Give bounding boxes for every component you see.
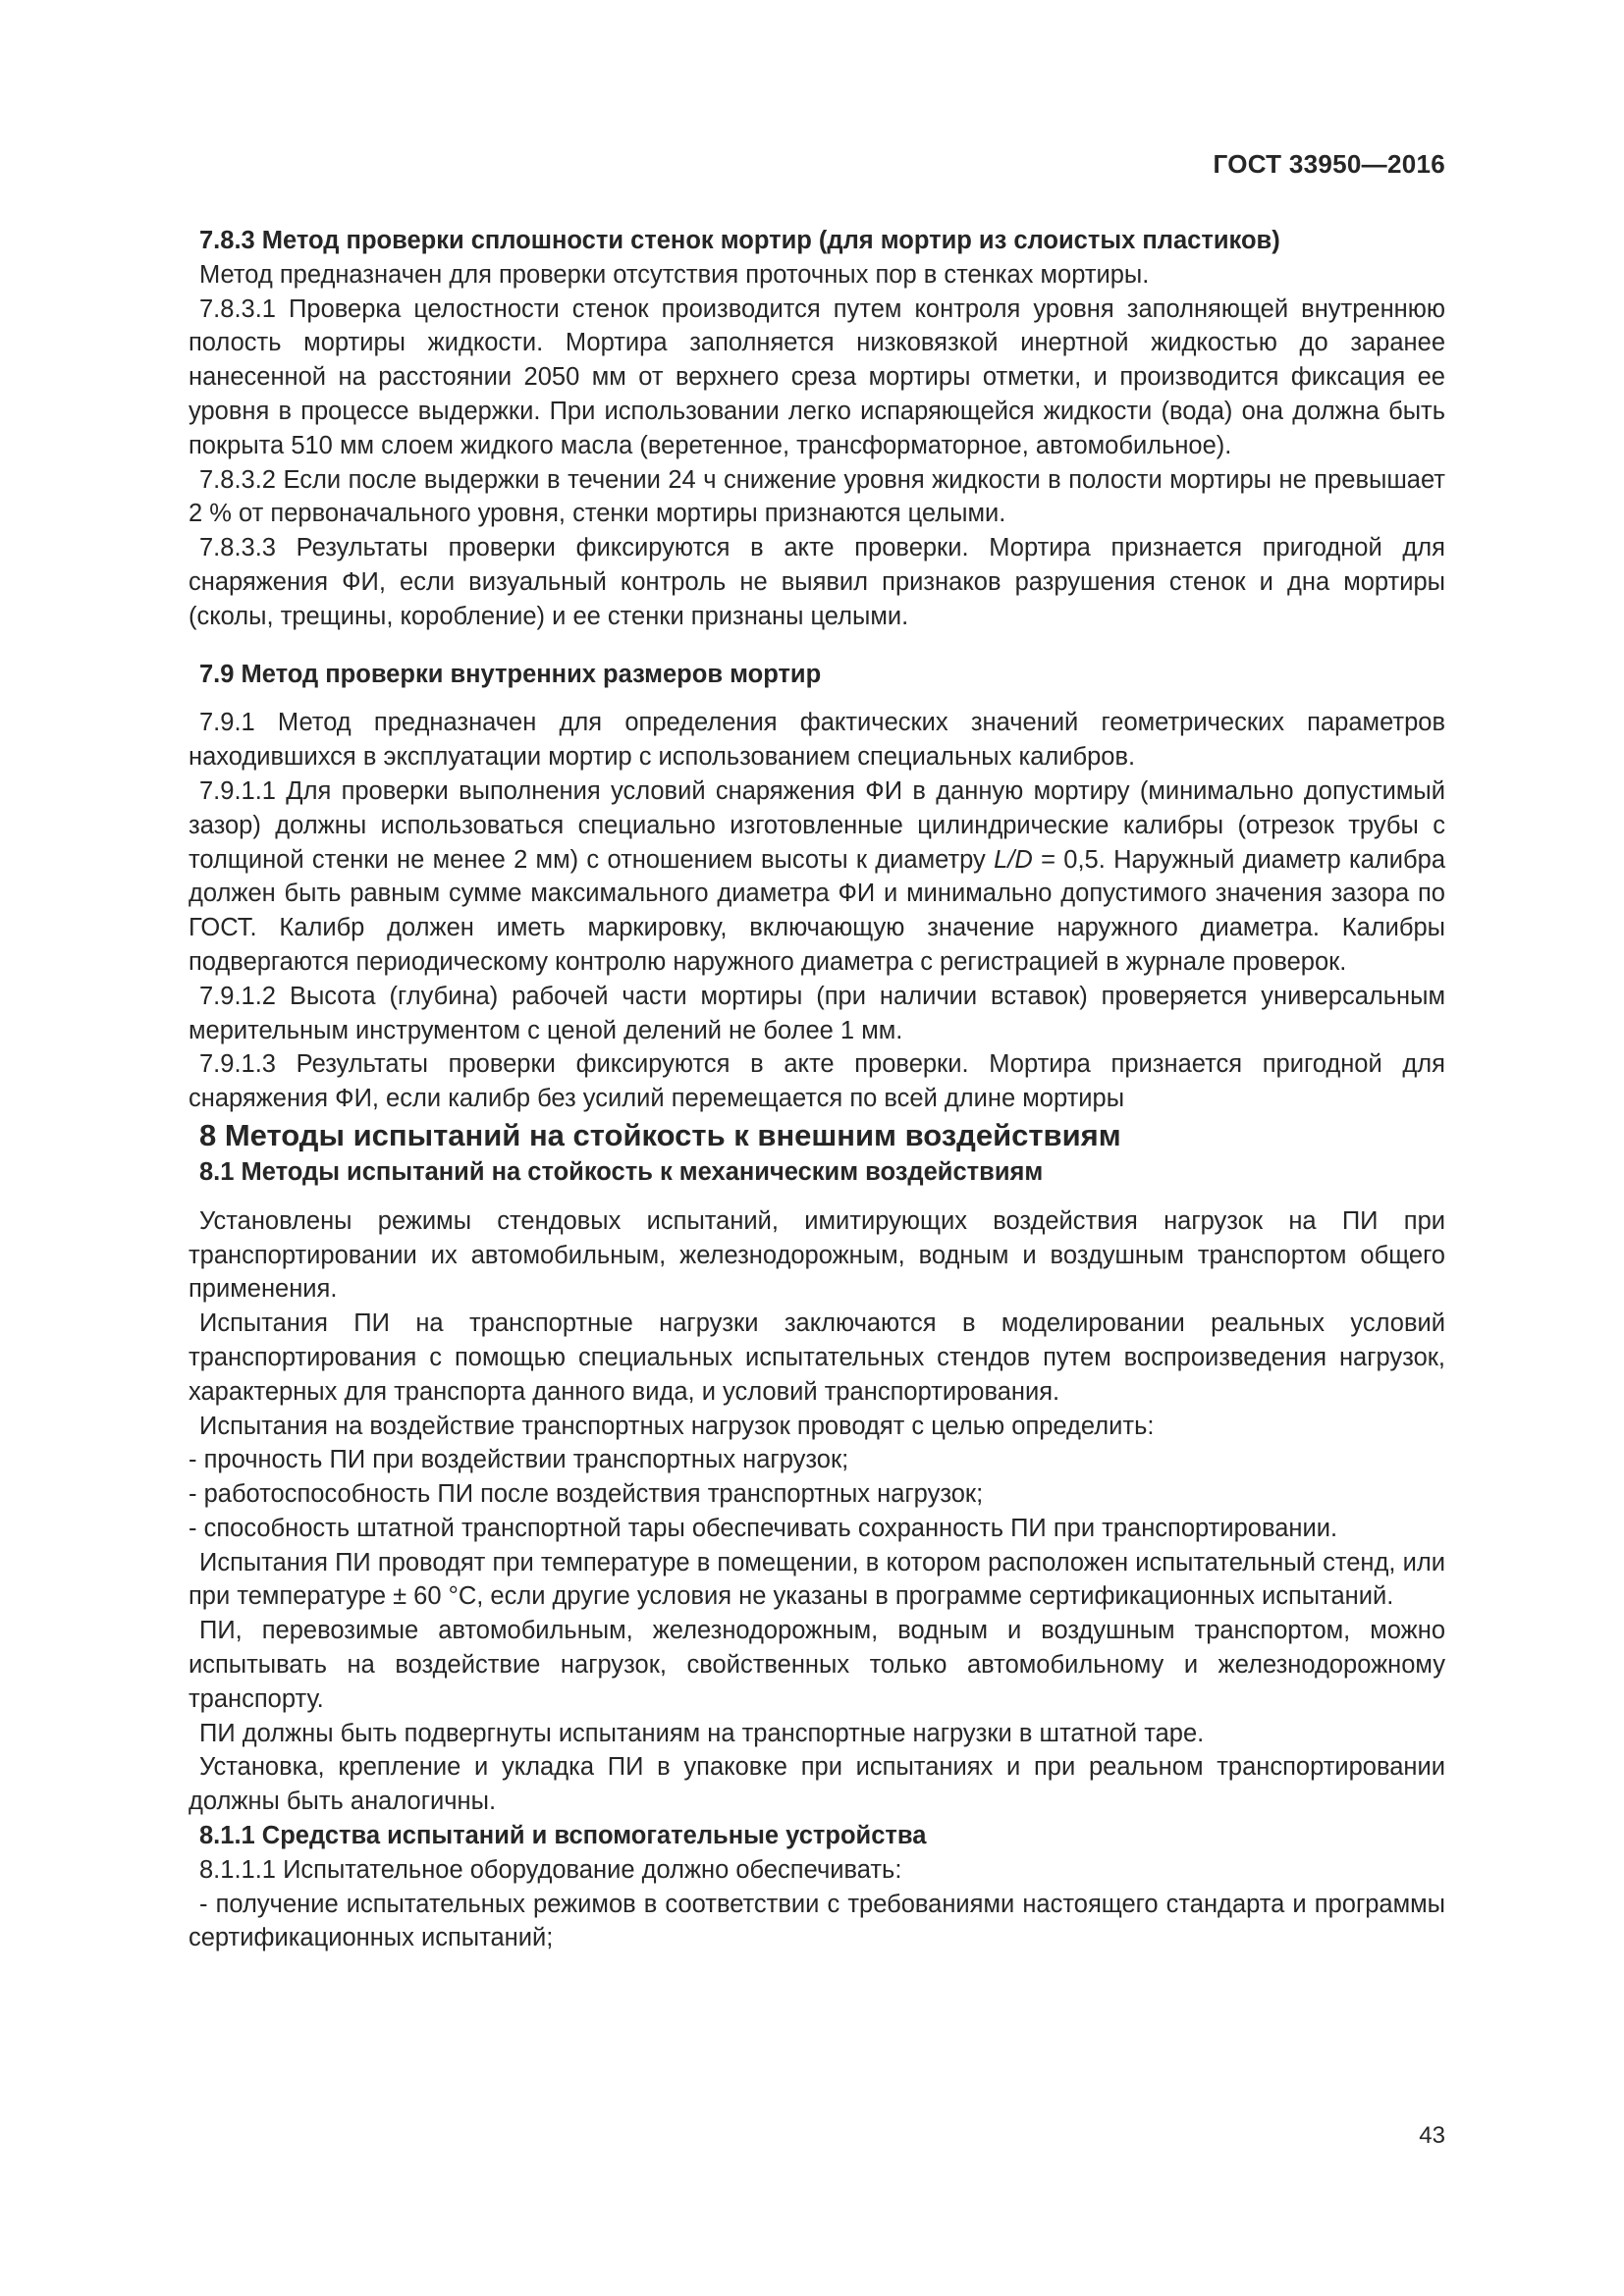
paragraph: Установка, крепление и укладка ПИ в упаковке при испытаниях и при реальном транспортировании должны быть аналогичны.	[189, 1753, 1445, 1816]
paragraph: ПИ, перевозимые автомобильным, железнодорожным, водным и воздушным транспортом, можно испытывать на воздействие нагрузок, свойственных только автомобильному и железнодорожному транспорту.	[189, 1617, 1445, 1713]
paragraph: Испытания ПИ на транспортные нагрузки заключаются в моделировании реальных условий транспортирования с помощью специальных испытательных стендов путем воспроизведения нагрузок, характерных для транспорта данного вида, и условий транспортирования.	[189, 1309, 1445, 1406]
paragraph: 7.8.3.1 Проверка целостности стенок производится путем контроля уровня заполняющей внутреннюю полость мортиры жидкости. Мортира заполняется низковязкой инертной жидкостью до заранее нанесенной на расстоянии 2050 мм от верхнего среза мортиры отметки, и производится фиксация ее уровня в процессе выдержки. При использовании легко испаряющейся жидкости (вода) она должна быть покрыта 510 мм слоем жидкого масла (веретенное, трансформаторное, автомобильное).	[189, 294, 1445, 459]
heading-7-9: 7.9 Метод проверки внутренних размеров мортир	[199, 660, 822, 688]
paragraph-text: = 0,5. Наружный диаметр калибра должен быть равным сумме максимального диаметра ФИ и минимально допустимого значения зазора по ГОСТ. Калибр должен иметь маркировку, включающую значение наружного диаметра. Калибры подвергаются периодическому контролю наружного диаметра с регистрацией в журнале проверок.	[189, 845, 1445, 976]
paragraph: 7.9.1.2 Высота (глубина) рабочей части мортиры (при наличии вставок) проверяется универсальным мерительным инструментом с ценой делений не более 1 мм.	[189, 982, 1445, 1044]
paragraph: Испытания на воздействие транспортных нагрузок проводят с целью определить:	[199, 1412, 1155, 1440]
list-item: - получение испытательных режимов в соответствии с требованиями настоящего стандарта и программы сертификационных испытаний;	[189, 1890, 1445, 1952]
heading-7-8-3: 7.8.3 Метод проверки сплошности стенок мортир (для мортир из слоистых пластиков)	[199, 227, 1280, 254]
paragraph: Установлены режимы стендовых испытаний, имитирующих воздействия нагрузок на ПИ при транспортировании их автомобильным, железнодорожным, водным и воздушным транспортом общего применения.	[189, 1206, 1445, 1304]
list-item: - прочность ПИ при воздействии транспортных нагрузок;	[189, 1446, 849, 1474]
paragraph: 7.9.1.3 Результаты проверки фиксируются в акте проверки. Мортира признается пригодной для снаряжения ФИ, если калибр без усилий перемещается по всей длине мортиры	[189, 1050, 1445, 1113]
page-number: 43	[1419, 2122, 1445, 2149]
paragraph: 7.8.3.3 Результаты проверки фиксируются в акте проверки. Мортира признается пригодной для снаряжения ФИ, если визуальный контроль не выявил признаков разрушения стенок и дна мортиры (сколы, трещины, коробление) и ее стенки признаны целыми.	[189, 534, 1445, 630]
paragraph: 8.1.1.1 Испытательное оборудование должно обеспечивать:	[199, 1855, 902, 1884]
ratio-symbol: L/D	[994, 845, 1033, 874]
paragraph: 7.8.3.2 Если после выдержки в течении 24 ч снижение уровня жидкости в полости мортиры не превышает 2 % от первоначального уровня, стенки мортиры признаются целыми.	[189, 465, 1445, 528]
document-body	[179, 224, 1445, 1955]
paragraph: ПИ должны быть подвергнуты испытаниям на транспортные нагрузки в штатной таре.	[199, 1719, 1205, 1747]
paragraph: Испытания ПИ проводят при температуре в помещении, в котором расположен испытательный стенд, или при температуре ± 60 °С, если другие условия не указаны в программе сертификационных испытаний.	[189, 1548, 1445, 1611]
heading-8-1: 8.1 Методы испытаний на стойкость к механическим воздействиям	[199, 1157, 1044, 1186]
paragraph-text: 7.9.1.1 Для проверки выполнения условий снаряжения ФИ в данную мортиру (минимально допустимый зазор) должны использоваться специально изготовленные цилиндрические калибры (отрезок трубы с толщиной стенки не менее 2 мм) с отношением высоты к диаметру	[189, 776, 1445, 874]
list-item: - работоспособность ПИ после воздействия транспортных нагрузок;	[189, 1480, 984, 1509]
paragraph: Метод предназначен для проверки отсутствия проточных пор в стенках мортиры.	[199, 260, 1150, 289]
list-item: - способность штатной транспортной тары обеспечивать сохранность ПИ при транспортировании.	[189, 1514, 1338, 1542]
paragraph	[179, 774, 1445, 980]
heading-8: 8 Методы испытаний на стойкость к внешним воздействиям	[199, 1117, 1121, 1152]
paragraph: 7.9.1 Метод предназначен для определения фактических значений геометрических параметров находившихся в эксплуатации мортир с использованием специальных калибров.	[189, 709, 1445, 772]
heading-8-1-1: 8.1.1 Средства испытаний и вспомогательные устройства	[199, 1822, 927, 1850]
document-header: ГОСТ 33950—2016	[1213, 149, 1445, 179]
